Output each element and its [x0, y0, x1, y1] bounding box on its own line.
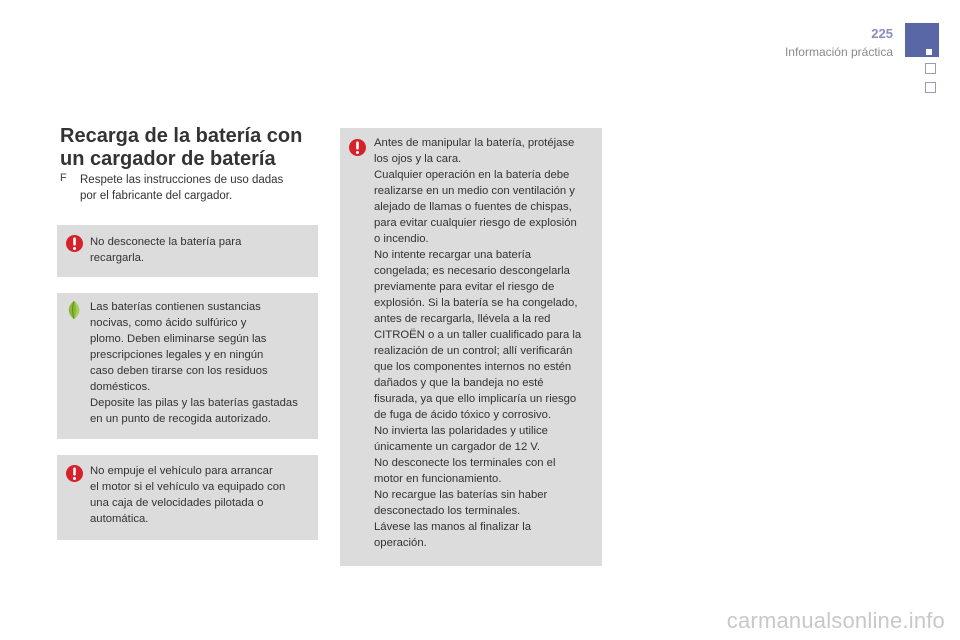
chapter-tab[interactable] — [925, 63, 936, 74]
chapter-tab[interactable] — [925, 82, 936, 93]
note-text: Las baterías contienen sustancias nocivas, como ácido sulfúrico y plomo. Deben eliminarse según las prescripciones legales y en ningún caso deben tirarse con los residuos domésticos. Deposite las pilas y las baterías gastadas en un punto de recogida autorizado. — [90, 301, 298, 425]
section-title: Información práctica — [784, 45, 893, 59]
watermark: carmanualsonline.info — [726, 608, 945, 633]
warning-icon — [66, 234, 83, 253]
note-text: No empuje el vehículo para arrancar el motor si el vehículo va equipado con una caja de velocidades pilotada o automática. — [90, 465, 286, 525]
warning-note — [57, 455, 318, 540]
page-number: 225 — [871, 26, 893, 41]
bullet-text: Respete las instrucciones de uso dadas por el fabricante del cargador. — [80, 174, 284, 202]
tab-marker — [926, 49, 932, 55]
warning-note — [57, 225, 318, 277]
page-title: Recarga de la batería con un cargador de batería — [60, 125, 303, 170]
instruction-bullet — [60, 172, 315, 204]
environment-icon — [64, 300, 84, 320]
warning-icon — [66, 464, 83, 483]
note-text: No desconecte la batería para recargarla. — [90, 236, 242, 264]
warning-icon — [349, 138, 366, 157]
warning-note-large — [340, 128, 602, 566]
note-text: Antes de manipular la batería, protéjase los ojos y la cara. Cualquier operación en la batería debe realizarse en un medio con ventilación y alejado de llamas o fuentes de chispas, para evitar cualquier riesgo de explosión o incendio. No intente recargar una batería congelada; es necesario descongelarla previamente para evitar el riesgo de explosión. Si la batería se ha congelado, antes de recargarla, llévela a la red CITROËN o a un taller cualificado para la realización de un control; allí verificarán que los componentes internos no estén dañados y que la bandeja no esté fisurada, ya que ello implicaría un riesgo de fuga de ácido tóxico y corrosivo. No invierta las polaridades y utilice únicamente un cargador de 12 V. No desconecte los terminales con el motor en funcionamiento. No recargue las baterías sin haber desconectado los terminales. Lávese las manos al finalizar la operación. — [374, 137, 582, 549]
bullet-checkbox-icon: F — [60, 172, 67, 184]
environment-note — [57, 293, 318, 439]
chapter-tab-active[interactable] — [905, 23, 939, 57]
